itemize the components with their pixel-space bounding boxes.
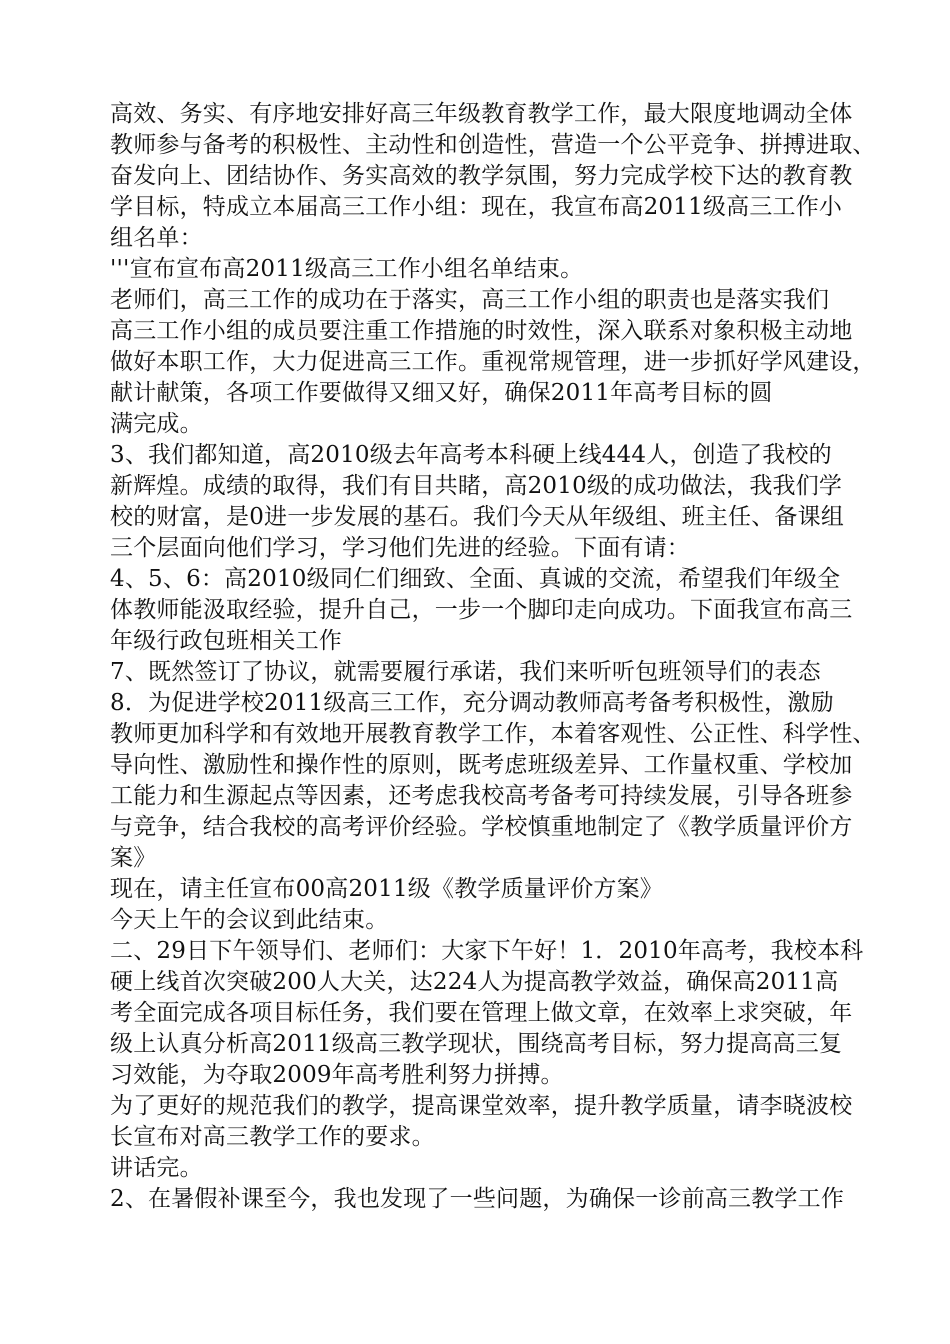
text-line: 硬上线首次突破200人大关，达224人为提高教学效益，确保高2011高 (110, 969, 839, 995)
text-line: 年级行政包班相关工作 (110, 628, 342, 654)
text-line: 考全面完成各项目标任务，我们要在管理上做文章，在效率上求突破，年 (110, 1000, 853, 1026)
text-line: 案》 (110, 845, 157, 871)
text-line: 现在，请主任宣布00高2011级《教学质量评价方案》 (110, 876, 663, 902)
text-line: 讲话完。 (110, 1155, 203, 1181)
document-body (110, 99, 880, 1215)
text-line: 满完成。 (110, 411, 203, 437)
text-line: 2、在暑假补课至今，我也发现了一些问题，为确保一诊前高三教学工作 (110, 1186, 845, 1212)
text-line: 学目标，特成立本届高三工作小组：现在，我宣布高2011级高三工作小 (110, 194, 843, 220)
text-line: 工能力和生源起点等因素，还考虑我校高考备考可持续发展，引导各班参 (110, 783, 853, 809)
text-line: 7、既然签订了协议，就需要履行承诺，我们来听听包班领导们的表态 (110, 659, 821, 685)
text-line: 习效能，为夺取2009年高考胜利努力拼搏。 (110, 1062, 564, 1088)
text-line: 3、我们都知道，高2010级去年高考本科硬上线444人，创造了我校的 (110, 442, 832, 468)
text-line: 高三工作小组的成员要注重工作措施的时效性，深入联系对象积极主动地 (110, 318, 853, 344)
text-line: 校的财富，是0进一步发展的基石。我们今天从年级组、班主任、备课组 (110, 504, 845, 530)
text-line: 奋发向上、团结协作、务实高效的教学氛围，努力完成学校下达的教育教 (110, 163, 853, 189)
text-line: 二、29日下午领导们、老师们：大家下午好！1．2010年高考，我校本科 (110, 938, 864, 964)
text-line: 老师们，高三工作的成功在于落实，高三工作小组的职责也是落实我们 (110, 287, 830, 313)
text-line: 4、5、6：高2010级同仁们细致、全面、真诚的交流，希望我们年级全 (110, 566, 841, 592)
text-line: 长宣布对高三教学工作的要求。 (110, 1124, 435, 1150)
text-line: 为了更好的规范我们的教学，提高课堂效率，提升教学质量，请李晓波校 (110, 1093, 853, 1119)
text-line: 高效、务实、有序地安排好高三年级教育教学工作，最大限度地调动全体 (110, 101, 853, 127)
text-line: 导向性、激励性和操作性的原则，既考虑班级差异、工作量权重、学校加 (110, 752, 853, 778)
text-line: 新辉煌。成绩的取得，我们有目共睹，高2010级的成功做法，我我们学 (110, 473, 843, 499)
text-line: '''宣布宣布高2011级高三工作小组名单结束。 (110, 256, 584, 282)
text-line: 与竞争，结合我校的高考评价经验。学校慎重地制定了《教学质量评价方 (110, 814, 853, 840)
text-line: 体教师能汲取经验，提升自己，一步一个脚印走向成功。下面我宣布高三 (110, 597, 853, 623)
text-line: 教师更加科学和有效地开展教育教学工作，本着客观性、公正性、科学性、 (110, 721, 876, 747)
text-line: 今天上午的会议到此结束。 (110, 907, 389, 933)
text-line: 级上认真分析高2011级高三教学现状，围绕高考目标，努力提高高三复 (110, 1031, 843, 1057)
text-line: 组名单： (110, 225, 203, 251)
text-line: 献计献策，各项工作要做得又细又好，确保2011年高考目标的圆 (110, 380, 773, 406)
text-line: 8．为促进学校2011级高三工作，充分调动教师高考备考积极性，激励 (110, 690, 834, 716)
text-line: 做好本职工作，大力促进高三工作。重视常规管理，进一步抓好学风建设， (110, 349, 876, 375)
text-line: 教师参与备考的积极性、主动性和创造性，营造一个公平竞争、拼搏进取、 (110, 132, 876, 158)
text-line: 三个层面向他们学习，学习他们先进的经验。下面有请： (110, 535, 690, 561)
